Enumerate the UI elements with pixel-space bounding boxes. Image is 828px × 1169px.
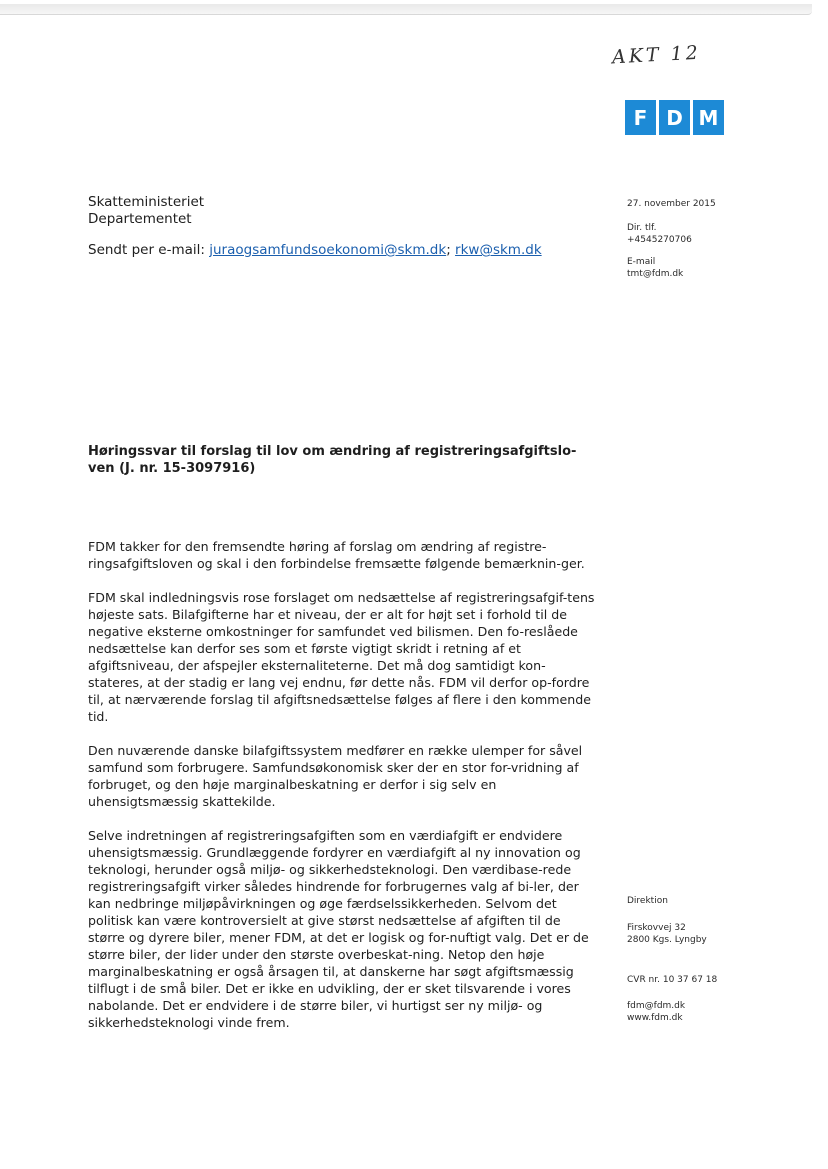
sent-by-email-line (88, 242, 542, 258)
footer-address-line-2: 2800 Kgs. Lyngby (627, 935, 707, 945)
recipient-line-1: Skatteministeriet (88, 194, 205, 210)
logo-letter-d: D (659, 100, 690, 135)
body-paragraph: FDM takker for den fremsendte høring af forslag om ændring af registre-ringsafgiftsloven og skal i den forbindelse fremsætte følgende bemærknin-ger. (88, 539, 585, 571)
letter-body (88, 538, 598, 1048)
body-paragraph: Den nuværende danske bilafgiftssystem medfører en række ulemper for såvel samfund som forbrugere. Samfundsøkonomisk sker der en stor for-vridning af forbruget, og den høje marginalbeskatning er derfor i sig selv en uhensigtsmæssig skattekilde. (88, 743, 583, 809)
footer-address (627, 922, 707, 946)
footer-cvr: CVR nr. 10 37 67 18 (627, 975, 718, 985)
logo-letter-m: M (693, 100, 724, 135)
logo-letter-f: F (625, 100, 656, 135)
handwritten-file-mark: AKT 12 (611, 41, 702, 69)
email-link-2[interactable]: rkw@skm.dk (455, 242, 542, 258)
letter-date: 27. november 2015 (627, 199, 716, 209)
recipient-line-2: Departementet (88, 211, 192, 227)
contact-email-value: tmt@fdm.dk (627, 269, 684, 279)
contact-email-block (627, 256, 683, 280)
footer-email: fdm@fdm.dk (627, 1001, 686, 1011)
body-paragraph: Selve indretningen af registreringsafgiften som en værdiafgift er endvidere uhensigtsmæssig. Grundlæggende fordyrer en værdiafgift al ny innovation og teknologi, herunder også miljø- og sikkerhedsteknologi. Den værdibase-rede registreringsafgift virker således hindrende for forbrugernes valg af bi-ler, der kan nedbringe miljøpåvirkningen og øge færdselssikkerheden. Selvom det politisk kan være kontroversielt at give størst nedsættelse af afgiften til de større og dyrere biler, mener FDM, at det er logisk og for-nuftigt valg. Det er de større biler, der lider under den største overbeskat-ning. Netop den høje marginalbeskatning er også årsagen til, at danskerne har søgt afgiftsmæssig tilflugt i de små biler. Det er ikke en udvikling, der er sket tilsvarende i vores nabolande. Det er endvidere i de større biler, vi hurtigst ser ny miljø- og sikkerhedsteknologi vinde frem. (88, 828, 589, 1030)
direct-phone-block (627, 222, 692, 246)
body-paragraph: FDM skal indledningsvis rose forslaget om nedsættelse af registreringsafgif-tens højeste sats. Bilafgifterne har et niveau, der er alt for højt set i forhold til de negative eksterne omkostninger for samfundet ved bilismen. Den fo-reslåede nedsættelse kan derfor ses som et første vigtigt skridt i retning af et afgiftsniveau, der afspejler eksternaliteterne. Det må dog samtidigt kon-stateres, at der stadig er lang vej endnu, før dette nås. FDM vil derfor op-fordre til, at nærværende forslag til afgiftsnedsættelse følges af flere i den kommende tid. (88, 590, 595, 724)
letter-subject: Høringssvar til forslag til lov om ændring af registreringsafgiftslo-ven (J. nr. 15-3097916) (88, 444, 577, 476)
scan-edge-bar (0, 4, 812, 15)
email-link-1[interactable]: juraogsamfundsoekonomi@skm.dk (209, 242, 447, 258)
footer-contact (627, 1000, 685, 1024)
footer-address-line-1: Firskovvej 32 (627, 923, 686, 933)
direct-phone-label: Dir. tlf. (627, 223, 657, 233)
footer-direktion: Direktion (627, 896, 668, 906)
contact-email-label: E-mail (627, 257, 656, 267)
footer-website: www.fdm.dk (627, 1013, 683, 1023)
sent-label: Sendt per e-mail: (88, 242, 210, 258)
direct-phone-number: +4545270706 (627, 235, 692, 245)
fdm-logo (625, 100, 724, 135)
recipient-block (88, 194, 204, 228)
email-separator: ; (446, 242, 456, 258)
